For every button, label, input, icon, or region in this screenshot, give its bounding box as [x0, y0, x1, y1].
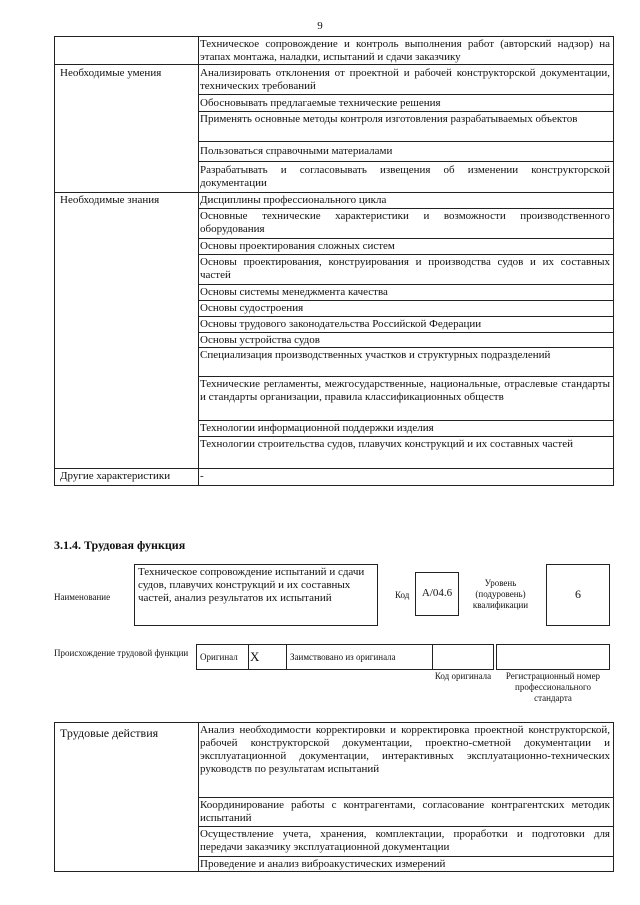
origin-divider	[286, 644, 287, 670]
row-separator	[198, 284, 614, 285]
page-number: 9	[317, 20, 323, 32]
row-separator	[198, 111, 614, 112]
code-label: Код	[395, 590, 410, 600]
skill-item: Анализировать отклонения от проектной и рабочей конструкторской документации, технических требований	[200, 67, 610, 92]
other-label: Другие характеристики	[60, 470, 171, 482]
action-item: Анализ необходимости корректировки и корректировка проектной конструкторской, рабочей конструкторской документации, проектно-сметной документации и эксплуатационной документации, интерактивных эксплуатационно-технических руководств по результатам испытаний	[200, 724, 610, 775]
origin-divider	[248, 644, 249, 670]
row-separator	[198, 376, 614, 377]
code-caption: Код оригинала	[434, 671, 492, 681]
other-value: -	[200, 470, 204, 482]
knowledge-item: Специализация производственных участков и структурных подразделений	[200, 349, 551, 361]
row-separator	[198, 826, 614, 827]
skill-item: Применять основные методы контроля изготовления разрабатываемых объектов	[200, 113, 578, 125]
skill-item: Обосновывать предлагаемые технические решения	[200, 97, 441, 109]
function-name: Техническое сопровождение испытаний и сдачи судов, плавучих конструкций и их составных частей, анализ результатов их испытаний	[138, 566, 365, 604]
original-mark: X	[250, 649, 260, 664]
row-separator	[198, 254, 614, 255]
original-label: Оригинал	[200, 652, 238, 662]
action-item: Осуществление учета, хранения, комплектации, проработки и подготовки для передачи заказчику эксплуатационной документации	[200, 828, 610, 853]
actions-label: Трудовые действия	[60, 726, 159, 740]
row-separator	[198, 238, 614, 239]
row-separator	[198, 347, 614, 348]
row-separator	[198, 332, 614, 333]
row-separator	[54, 64, 614, 65]
knowledge-item: Основы трудового законодательства Российской Федерации	[200, 318, 482, 330]
origin-divider	[432, 644, 433, 670]
borrowed-label: Заимствовано из оригинала	[290, 652, 396, 662]
skill-item: Разрабатывать и согласовывать извещения об изменении конструкторской документации	[200, 164, 610, 189]
section-heading: 3.1.4. Трудовая функция	[54, 538, 186, 552]
row-separator	[198, 856, 614, 857]
reg-caption: Регистрационный номер профессионального стандарта	[505, 671, 601, 703]
origin-label: Происхождение трудовой функции	[54, 648, 189, 658]
action-item: Координирование работы с контрагентами, согласование контрагентских методик испытаний	[200, 799, 610, 824]
table-row-continuation: Техническое сопровождение и контроль выполнения работ (авторский надзор) на этапах монтажа, наладки, испытаний и сдачи заказчику	[200, 38, 610, 63]
knowledge-item: Основные технические характеристики и возможности производственного оборудования	[200, 210, 610, 235]
knowledge-item: Основы проектирования, конструирования и производства судов и их составных частей	[200, 256, 610, 281]
row-separator	[198, 797, 614, 798]
knowledge-item: Основы проектирования сложных систем	[200, 240, 395, 252]
knowledge-item: Технологии информационной поддержки изделия	[200, 422, 434, 434]
row-separator	[54, 192, 614, 193]
row-separator	[198, 300, 614, 301]
row-separator	[198, 436, 614, 437]
level-value: 6	[575, 587, 581, 601]
row-separator	[198, 94, 614, 95]
knowledge-item: Основы судостроения	[200, 302, 304, 314]
knowledge-label: Необходимые знания	[60, 194, 160, 206]
row-separator	[198, 141, 614, 142]
row-separator	[198, 420, 614, 421]
knowledge-item: Технологии строительства судов, плавучих конструкций и их составных частей	[200, 438, 573, 450]
name-label: Наименование	[54, 592, 111, 602]
knowledge-item: Основы системы менеджмента качества	[200, 286, 388, 298]
table-divider	[198, 36, 199, 486]
row-separator	[198, 316, 614, 317]
function-code: А/04.6	[421, 587, 453, 599]
skill-item: Пользоваться справочными материалами	[200, 145, 393, 157]
level-label: Уровень (подуровень) квалификации	[472, 578, 529, 610]
action-item: Проведение и анализ виброакустических измерений	[200, 858, 446, 870]
row-separator	[198, 208, 614, 209]
row-separator	[198, 161, 614, 162]
knowledge-item: Основы устройства судов	[200, 334, 320, 346]
reg-number-box	[496, 644, 610, 670]
skills-label: Необходимые умения	[60, 67, 162, 79]
row-separator	[54, 468, 614, 469]
knowledge-item: Технические регламенты, межгосударственные, национальные, отраслевые стандарты и стандарты организации, правила классификационных обществ	[200, 378, 610, 403]
knowledge-item: Дисциплины профессионального цикла	[200, 194, 387, 206]
